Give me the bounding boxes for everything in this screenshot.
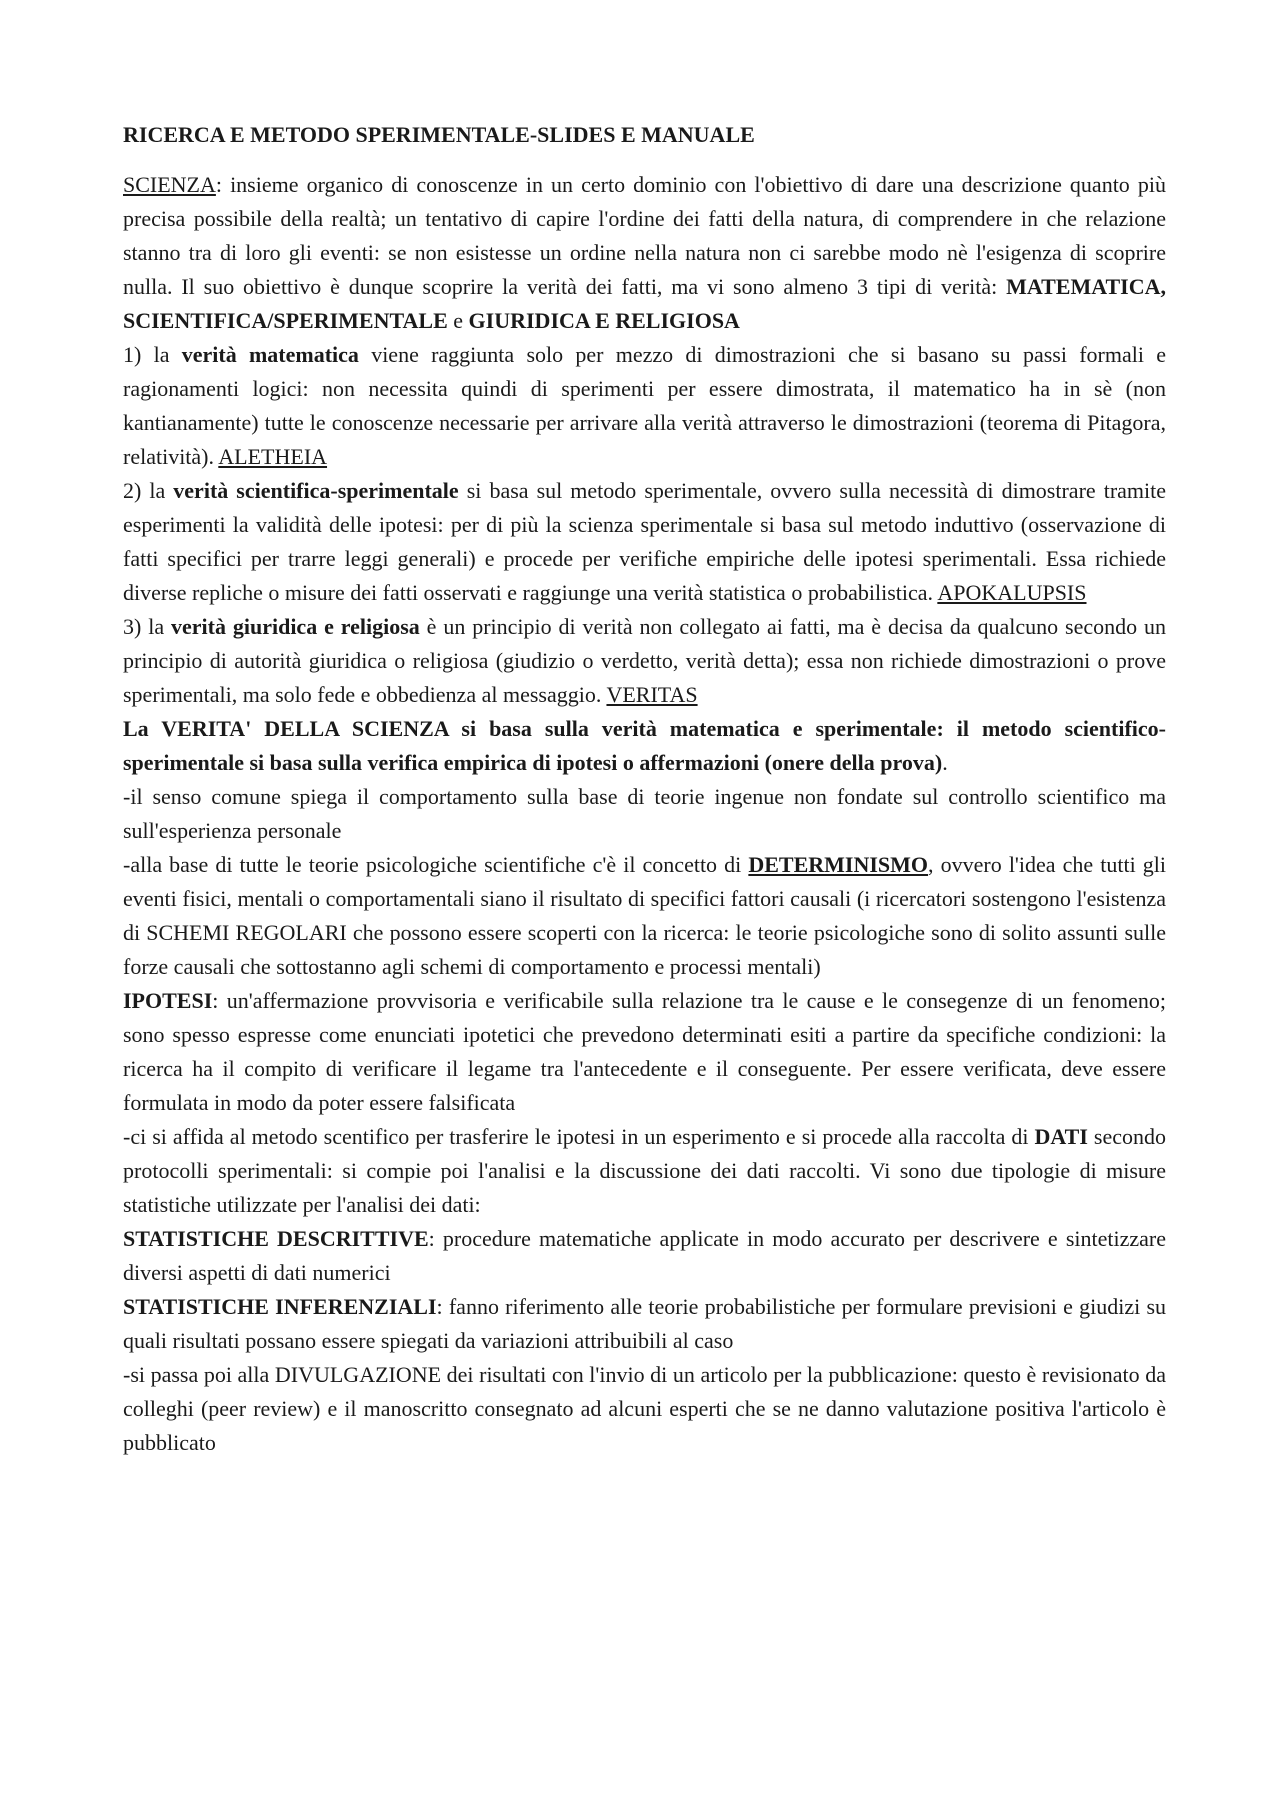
verita-matematica-text: viene raggiunta solo per mezzo di dimostrazioni che si basano su passi formali e ragionamenti logici: non necessita quindi di sperimenti per essere dimostrata, il matematico ha in sè (non kantianamente) tutte le conoscenze necessarie per arrivare alla verità attraverso le dimostrazioni (teorema di Pitagora, relatività). [123, 342, 1166, 469]
verita-scienza-period: . [942, 750, 948, 775]
dati-text: secondo protocolli sperimentali: si compie poi l'analisi e la discussione dei dati raccolti. Vi sono due tipologie di misure statistiche utilizzate per l'analisi dei dati: [123, 1124, 1167, 1217]
paragraph-dati [123, 1120, 1166, 1222]
document-page [123, 118, 1166, 1460]
term-statistiche-inferenziali: STATISTICHE INFERENZIALI [123, 1294, 437, 1319]
truth-types-bold-2: GIURIDICA E RELIGIOSA [468, 308, 740, 333]
item-number: 3) la [123, 614, 171, 639]
paragraph-ipotesi [123, 984, 1166, 1120]
tag-apokalupsis: APOKALUPSIS [937, 580, 1087, 605]
inferenziali-text: : fanno riferimento alle teorie probabilistiche per formulare previsioni e giudizi su quali risultati possano essere spiegati da variazioni attribuibili al caso [123, 1294, 1166, 1353]
paragraph-scienza [123, 168, 1166, 338]
paragraph-verita-giuridica [123, 610, 1166, 712]
term-verita-matematica: verità matematica [181, 342, 359, 367]
determinismo-text: , ovvero l'idea che tutti gli eventi fisici, mentali o comportamentali siano il risultato di specifici fattori causali (i ricercatori sostengono l'esistenza di SCHEMI REGOLARI che possono essere scoperti con la ricerca: le teorie psicologiche sono di solito assunti sulle forze causali che sottostanno agli schemi di comportamento e processi mentali) [123, 852, 1167, 979]
verita-giuridica-text: è un principio di verità non collegato ai fatti, ma è decisa da qualcuno secondo un principio di autorità giuridica o religiosa (giudizio o verdetto, verità detta); essa non richiede dimostrazioni o prove sperimentali, ma solo fede e obbedienza al messaggio. [123, 614, 1166, 707]
paragraph-statistiche-descrittive [123, 1222, 1166, 1290]
determinismo-pre: -alla base di tutte le teorie psicologiche scientifiche c'è il concetto di [123, 852, 749, 877]
verita-scientifica-text: si basa sul metodo sperimentale, ovvero sulla necessità di dimostrare tramite esperimenti la validità delle ipotesi: per di più la scienza sperimentale si basa sul metodo induttivo (osservazione di fatti specifici per trarre leggi generali) e procede per verifiche empiriche delle ipotesi sperimentali. Essa richiede diverse repliche o misure dei fatti osservati e raggiunge una verità statistica o probabilistica. [123, 478, 1167, 605]
scienza-and: e [447, 308, 469, 333]
paragraph-verita-scienza [123, 712, 1166, 780]
term-ipotesi: IPOTESI [123, 988, 213, 1013]
item-number: 2) la [123, 478, 174, 503]
term-scienza: SCIENZA [123, 172, 216, 197]
paragraph-senso-comune: -il senso comune spiega il comportamento sulla base di teorie ingenue non fondate sul controllo scientifico ma sull'esperienza personale [123, 784, 1166, 843]
scienza-text: : insieme organico di conoscenze in un certo dominio con l'obiettivo di dare una descrizione quanto più precisa possibile della realtà; un tentativo di capire l'ordine dei fatti della natura, di comprendere in che relazione stanno tra di loro gli eventi: se non esistesse un ordine nella natura non ci sarebbe modo nè l'esigenza di scoprire nulla. Il suo obiettivo è dunque scoprire la verità dei fatti, ma vi sono almeno 3 tipi di verità: [123, 172, 1166, 299]
document-title: RICERCA E METODO SPERIMENTALE-SLIDES E MANUALE [123, 122, 755, 147]
verita-scienza-bold: La VERITA' DELLA SCIENZA si basa sulla verità matematica e sperimentale: il metodo scientifico-sperimentale si basa sulla verifica empirica di ipotesi o affermazioni (onere della prova) [123, 716, 1166, 775]
ipotesi-text: : un'affermazione provvisoria e verificabile sulla relazione tra le cause e le consegenze di un fenomeno; sono spesso espresse come enunciati ipotetici che prevedono determinati esiti a partire da specifiche condizioni: la ricerca ha il compito di verificare il legame tra l'antecedente e il conseguente. Per essere verificata, deve essere formulata in modo da poter essere falsificata [123, 988, 1166, 1115]
paragraph-statistiche-inferenziali [123, 1290, 1166, 1358]
paragraph-verita-scientifica [123, 474, 1166, 610]
truth-types-bold-1: MATEMATICA, SCIENTIFICA/SPERIMENTALE [123, 274, 1166, 333]
paragraph-verita-matematica [123, 338, 1166, 474]
paragraph-divulgazione: -si passa poi alla DIVULGAZIONE dei risultati con l'invio di un articolo per la pubblicazione: questo è revisionato da colleghi (peer review) e il manoscritto consegnato ad alcuni esperti che se ne danno valutazione positiva l'articolo è pubblicato [123, 1362, 1166, 1455]
descrittive-text: : procedure matematiche applicate in modo accurato per descrivere e sintetizzare diversi aspetti di dati numerici [123, 1226, 1166, 1285]
paragraph-determinismo [123, 848, 1166, 984]
term-determinismo: DETERMINISMO [748, 852, 929, 877]
term-verita-scientifica: verità scientifica-sperimentale [173, 478, 459, 503]
dati-pre: -ci si affida al metodo scentifico per trasferire le ipotesi in un esperimento e si procede alla raccolta di [123, 1124, 1035, 1149]
term-statistiche-descrittive: STATISTICHE DESCRITTIVE [123, 1226, 429, 1251]
term-verita-giuridica: verità giuridica e religiosa [171, 614, 420, 639]
item-number: 1) la [123, 342, 182, 367]
tag-veritas: VERITAS [606, 682, 698, 707]
tag-aletheia: ALETHEIA [218, 444, 328, 469]
term-dati: DATI [1034, 1124, 1088, 1149]
